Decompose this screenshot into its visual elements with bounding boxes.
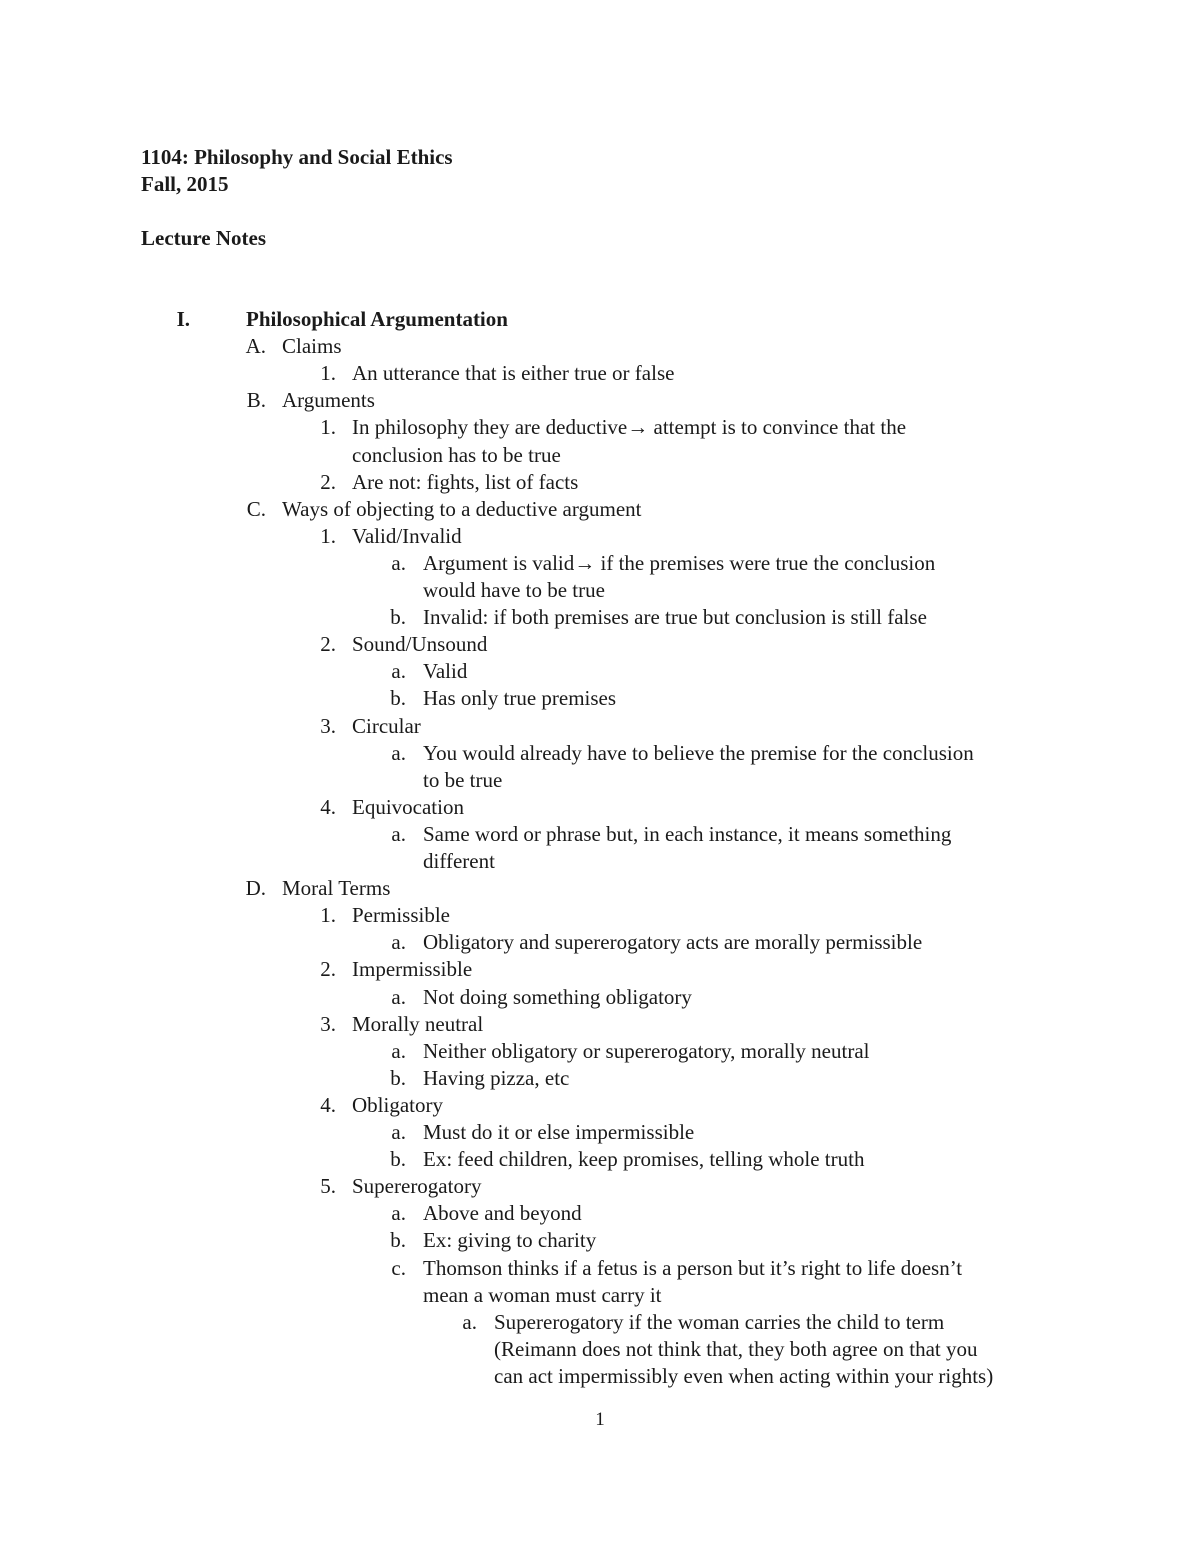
outline-marker: 5. [320, 1174, 336, 1198]
outline-text: different [423, 849, 495, 873]
outline-marker: 1. [320, 903, 336, 927]
outline-marker: 1. [320, 524, 336, 548]
page-number: 1 [595, 1409, 605, 1430]
outline-text: Obligatory [352, 1093, 443, 1117]
outline-marker: c. [391, 1256, 406, 1280]
outline-marker: 2. [320, 470, 336, 494]
outline-marker: a. [391, 1120, 406, 1144]
outline-marker: b. [390, 686, 406, 710]
outline-marker: 3. [320, 1012, 336, 1036]
outline-text: Morally neutral [352, 1012, 484, 1036]
outline-text: to be true [423, 768, 503, 792]
outline-marker: a. [391, 985, 406, 1009]
outline-text: Valid/Invalid [352, 524, 462, 548]
outline-text: Equivocation [352, 795, 464, 819]
outline-text: Valid [423, 659, 468, 683]
outline-text: You would already have to believe the premise for the conclusion [423, 741, 974, 765]
outline-text: Same word or phrase but, in each instance, it means something [423, 822, 952, 846]
outline-marker: b. [390, 1228, 406, 1252]
outline-text: Arguments [282, 388, 375, 412]
course-title: 1104: Philosophy and Social Ethics [141, 145, 453, 169]
outline-text: Ex: giving to charity [423, 1228, 597, 1252]
outline-marker: a. [391, 822, 406, 846]
outline-marker: a. [391, 1039, 406, 1063]
outline-text: Circular [352, 714, 421, 738]
outline-text: can act impermissibly even when acting within your rights) [494, 1364, 994, 1388]
outline-text: Must do it or else impermissible [423, 1120, 695, 1144]
outline-text: Permissible [352, 903, 450, 927]
outline-text: Obligatory and supererogatory acts are morally permissible [423, 930, 923, 954]
outline-text: Having pizza, etc [423, 1066, 570, 1090]
term: Fall, 2015 [141, 172, 229, 196]
outline-marker: b. [390, 1147, 406, 1171]
outline-text: Above and beyond [423, 1201, 582, 1225]
outline-marker: A. [245, 334, 266, 358]
outline-marker: a. [391, 1201, 406, 1225]
outline-marker: B. [246, 388, 266, 412]
section-heading: Philosophical Argumentation [246, 307, 508, 331]
outline-text: conclusion has to be true [352, 443, 561, 467]
outline-marker: D. [245, 876, 266, 900]
outline-text: Supererogatory if the woman carries the child to term [494, 1310, 945, 1334]
outline-marker: 1. [320, 361, 336, 385]
outline-text: would have to be true [423, 578, 605, 602]
outline-marker: 2. [320, 957, 336, 981]
outline-marker: 2. [320, 632, 336, 656]
outline-marker: I. [176, 307, 190, 331]
outline-marker: b. [390, 605, 406, 629]
outline-text: Impermissible [352, 957, 473, 981]
doc-title: Lecture Notes [141, 226, 266, 250]
outline-marker: a. [462, 1310, 477, 1334]
outline-text: Invalid: if both premises are true but conclusion is still false [423, 605, 927, 629]
outline-marker: 4. [320, 795, 336, 819]
outline-marker: a. [391, 551, 406, 575]
outline-text: In philosophy they are deductive→ attempt is to convince that the [352, 415, 907, 439]
outline-marker: 3. [320, 714, 336, 738]
outline-text: (Reimann does not think that, they both agree on that you [494, 1337, 978, 1361]
outline-text: Supererogatory [352, 1174, 482, 1198]
outline-text: Ex: feed children, keep promises, telling whole truth [423, 1147, 865, 1171]
outline-marker: a. [391, 741, 406, 765]
outline-text: Has only true premises [423, 686, 617, 710]
outline-marker: b. [390, 1066, 406, 1090]
outline-text: Argument is valid→ if the premises were true the conclusion [423, 551, 936, 575]
outline-text: Claims [282, 334, 342, 358]
outline-text: Ways of objecting to a deductive argument [282, 497, 642, 521]
outline-text: Not doing something obligatory [423, 985, 692, 1009]
outline-marker: 4. [320, 1093, 336, 1117]
outline-text: An utterance that is either true or false [352, 361, 675, 385]
outline-text: Sound/Unsound [352, 632, 488, 656]
outline-text: Moral Terms [282, 876, 391, 900]
outline-marker: a. [391, 659, 406, 683]
outline-marker: 1. [320, 415, 336, 439]
outline-marker: a. [391, 930, 406, 954]
outline-text: Thomson thinks if a fetus is a person but it’s right to life doesn’t [423, 1256, 963, 1280]
outline-text: mean a woman must carry it [423, 1283, 662, 1307]
outline-marker: C. [246, 497, 266, 521]
outline-text: Neither obligatory or supererogatory, morally neutral [423, 1039, 870, 1063]
outline-text: Are not: fights, list of facts [352, 470, 579, 494]
